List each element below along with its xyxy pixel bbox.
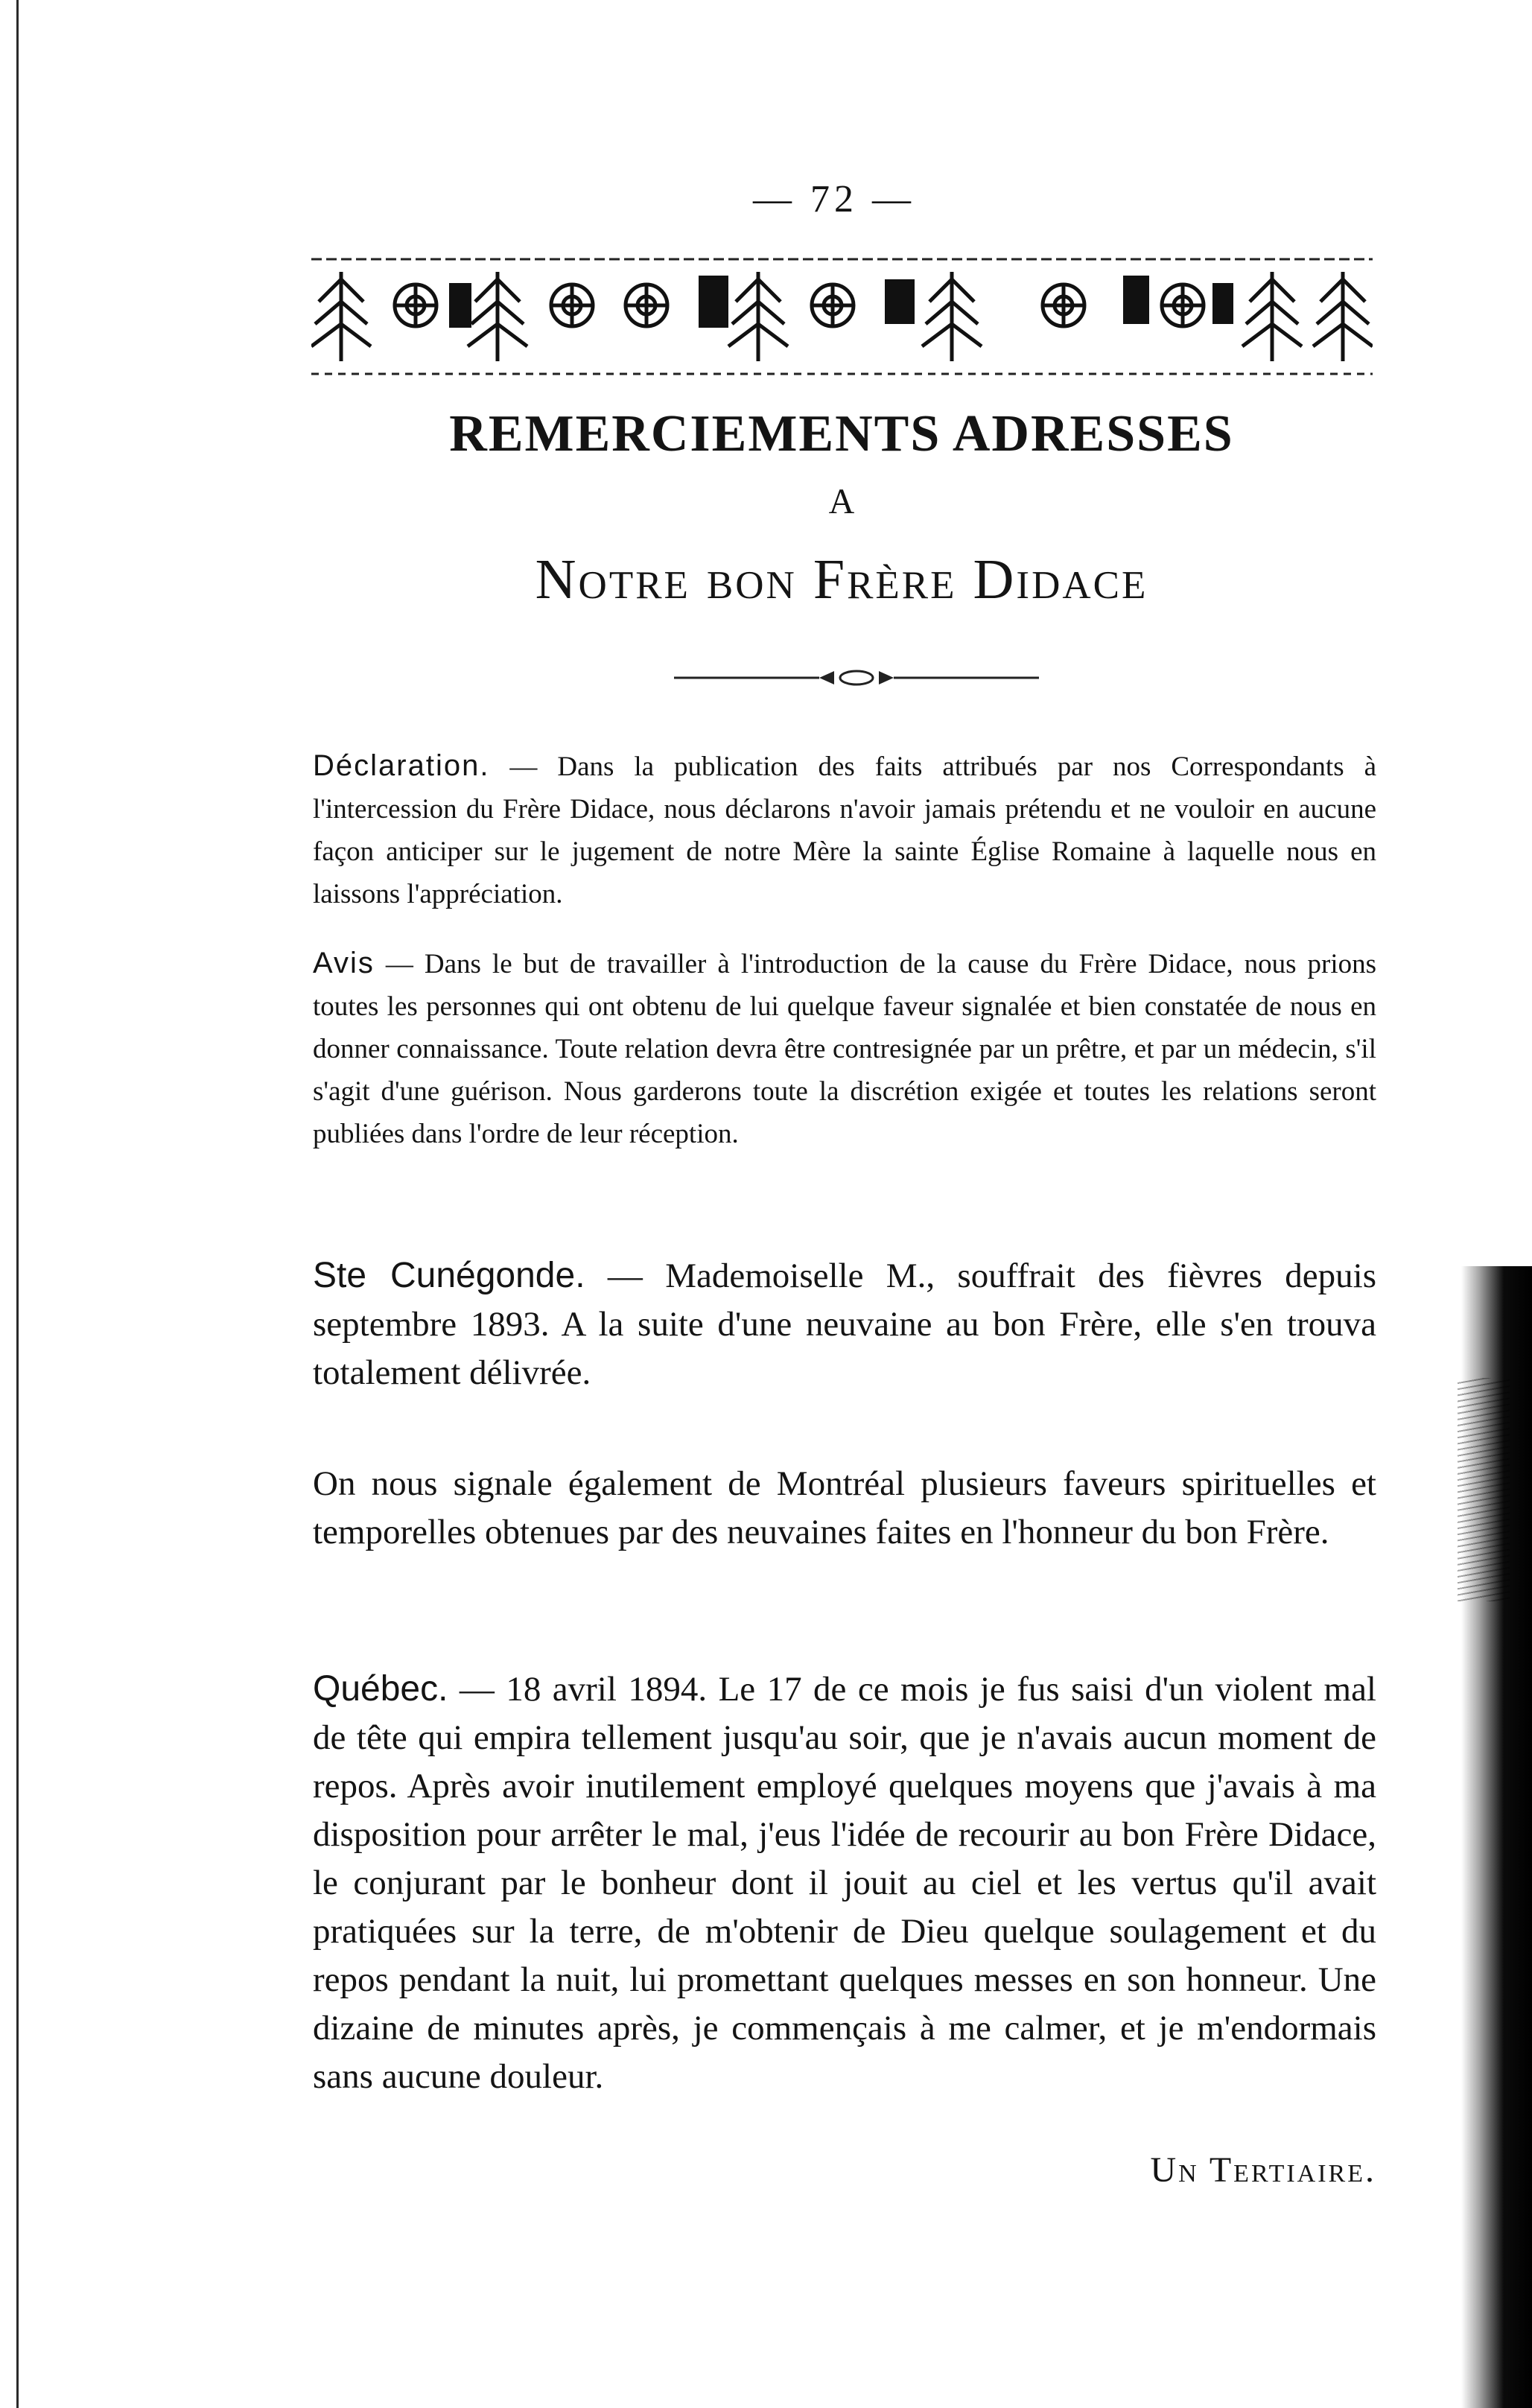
dedication-heading: Notre bon Frère Didace (535, 548, 1148, 611)
quebec-testimony (313, 1665, 1376, 2101)
cunegonde-lead: Ste Cunégonde. (313, 1256, 585, 1295)
page-title: REMERCIEMENTS ADRESSES (449, 405, 1234, 463)
ornamental-divider (674, 667, 1039, 689)
quebec-signature: Un Tertiaire. (1150, 2150, 1376, 2190)
declaration-paragraph (313, 745, 1376, 915)
montreal-testimony (313, 1460, 1376, 1557)
page-number: — 72 — (753, 178, 915, 220)
avis-lead: Avis (313, 947, 375, 979)
scan-edge-line (16, 0, 19, 2408)
declaration-lead: Déclaration. (313, 749, 490, 782)
cunegonde-testimony (313, 1251, 1376, 1397)
cunegonde-text: — Mademoiselle M., souffrait des fièvres depuis septembre 1893. A la suite d'une neuvaine au bon Frère, elle s'en trouva totalement délivrée. (313, 1257, 1376, 1392)
quebec-text: — 18 avril 1894. Le 17 de ce mois je fus saisi d'un violent mal de tête qui empira tellement jusqu'au soir, que je n'avais aucun moment de repos. Après avoir inutilement employé quelques moyens que j'avais à ma disposition pour arrêter le mal, j'eus l'idée de recourir au bon Frère Didace, le conjurant par le bonheur dont il jouit au ciel et les vertus qu'il avait pratiquées sur la terre, de m'obtenir de Dieu quelque soulagement et du repos pendant la nuit, lui promettant quelques messes en son honneur. Une dizaine de minutes après, je commençais à me calmer, et je m'endormais sans aucune douleur. (313, 1670, 1376, 2096)
title-connector: A (828, 482, 855, 521)
avis-paragraph (313, 942, 1376, 1155)
montreal-text: On nous signale également de Montréal plusieurs faveurs spirituelles et temporelles obtenues par des neuvaines faites en l'honneur du bon Frère. (313, 1464, 1376, 1551)
decorative-header-band (311, 253, 1373, 380)
binding-specks (1458, 1378, 1510, 1601)
declaration-text: — Dans la publication des faits attribués par nos Correspondants à l'intercession du Frère Didace, nous déclarons n'avoir jamais prétendu et ne vouloir en aucune façon anticiper sur le jugement de notre Mère la sainte Église Romaine à laquelle nous en laissons l'appréciation. (313, 752, 1376, 909)
avis-text: — Dans le but de travailler à l'introduction de la cause du Frère Didace, nous prions toutes les personnes qui ont obtenu de lui quelque faveur signalée et bien constatée de nous en donner connaissance. Toute relation devra être contresignée par un prêtre, et par un médecin, s'il s'agit d'une guérison. Nous garderons toute la discrétion exigée et toutes les relations seront publiées dans l'ordre de leur réception. (313, 949, 1376, 1149)
quebec-lead: Québec. (313, 1669, 448, 1709)
